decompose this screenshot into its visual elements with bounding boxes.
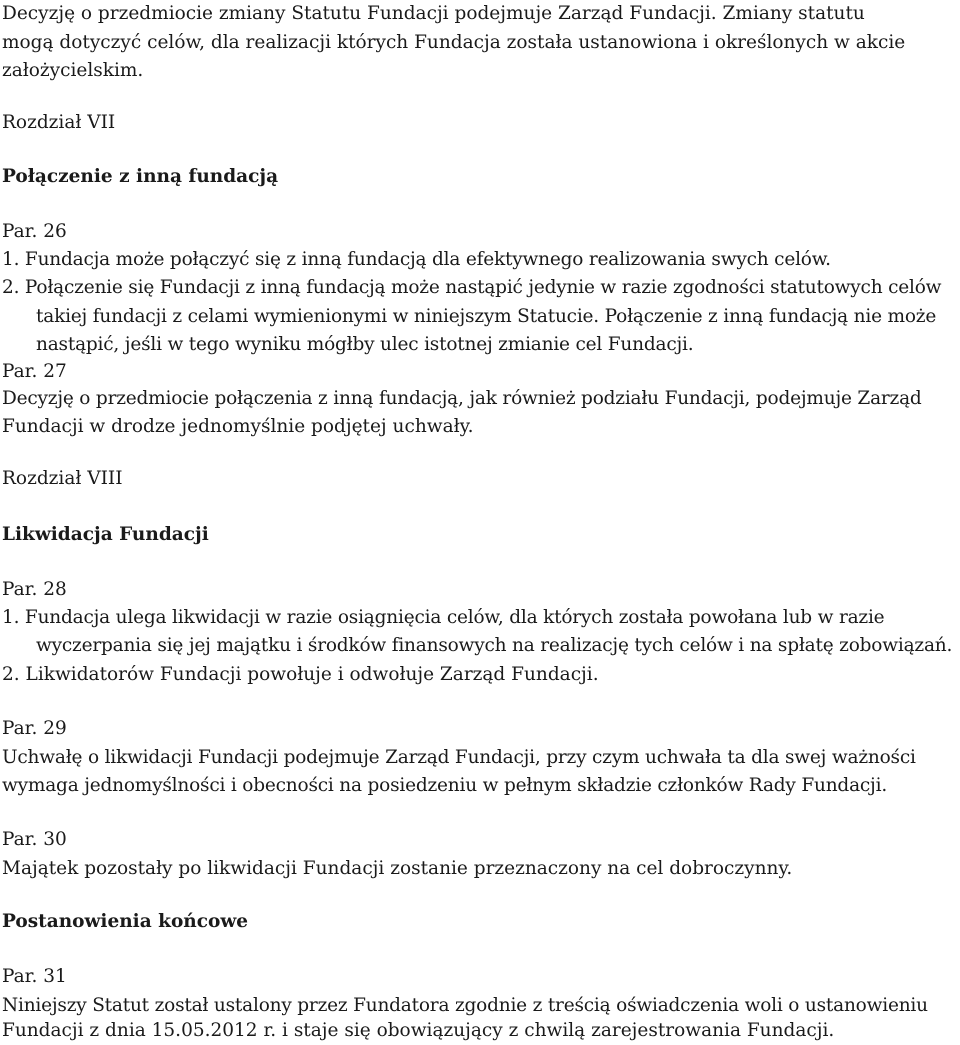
par-26-item-1: 1. Fundacja może połączyć się z inną fundacją dla efektywnego realizowania swych celów. (2, 249, 831, 270)
par-28-label: Par. 28 (2, 579, 67, 600)
par-29-line-1: Uchwałę o likwidacji Fundacji podejmuje Zarząd Fundacji, przy czym uchwała ta dla swej ważności (2, 747, 916, 768)
par-28-item-1-line-1: 1. Fundacja ulega likwidacji w razie osiągnięcia celów, dla których została powołana lub w razie (2, 607, 885, 628)
intro-line-1: Decyzję o przedmiocie zmiany Statutu Fundacji podejmuje Zarząd Fundacji. Zmiany statutu (2, 3, 865, 24)
par-31-line-1: Niniejszy Statut został ustalony przez Fundatora zgodnie z treścią oświadczenia woli o ustanowieniu (2, 995, 928, 1016)
par-30-label: Par. 30 (2, 829, 67, 850)
par-29-label: Par. 29 (2, 718, 67, 739)
par-26-item-2-line-1: 2. Połączenie się Fundacji z inną fundacją może nastąpić jedynie w razie zgodności statutowych celów (2, 277, 942, 298)
final-provisions-title: Postanowienia końcowe (2, 911, 249, 932)
par-27-line-1: Decyzję o przedmiocie połączenia z inną fundacją, jak również podziału Fundacji, podejmuje Zarząd (2, 388, 922, 409)
intro-line-2: mogą dotyczyć celów, dla realizacji których Fundacja została ustanowiona i określonych w akcie (2, 32, 906, 53)
intro-line-3: założycielskim. (2, 60, 144, 81)
par-29-line-2: wymaga jednomyślności i obecności na posiedzeniu w pełnym składzie członków Rady Fundacji. (2, 775, 887, 796)
chapter-7-heading: Rozdział VII (2, 112, 116, 133)
chapter-8-title: Likwidacja Fundacji (2, 524, 209, 545)
par-31-line-2: Fundacji z dnia 15.05.2012 r. i staje się obowiązujący z chwilą zarejestrowania Fundacji. (2, 1020, 835, 1041)
chapter-8-heading: Rozdział VIII (2, 468, 123, 489)
par-26-item-2-line-3: nastąpić, jeśli w tego wyniku mógłby ulec istotnej zmianie cel Fundacji. (36, 334, 694, 355)
chapter-7-title: Połączenie z inną fundacją (2, 166, 279, 187)
par-26-item-2-line-2: takiej fundacji z celami wymienionymi w niniejszym Statucie. Połączenie z inną fundacją nie może (36, 306, 937, 327)
par-30-line-1: Majątek pozostały po likwidacji Fundacji zostanie przeznaczony na cel dobroczynny. (2, 858, 793, 879)
par-28-item-1-line-2: wyczerpania się jej majątku i środków finansowych na realizację tych celów i na spłatę zobowiązań. (36, 635, 953, 656)
par-27-line-2: Fundacji w drodze jednomyślnie podjętej uchwały. (2, 416, 474, 437)
par-31-label: Par. 31 (2, 966, 67, 987)
par-27-label: Par. 27 (2, 361, 67, 382)
par-28-item-2: 2. Likwidatorów Fundacji powołuje i odwołuje Zarząd Fundacji. (2, 664, 599, 685)
par-26-label: Par. 26 (2, 221, 67, 242)
